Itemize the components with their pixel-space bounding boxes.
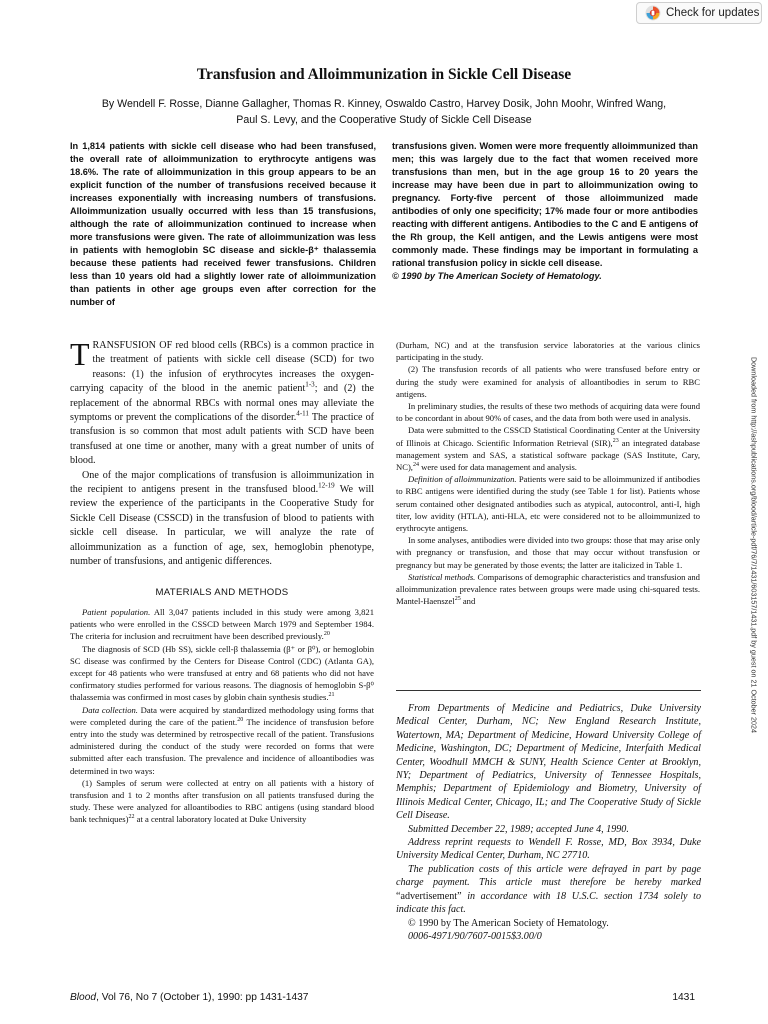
check-for-updates-button[interactable]: [636, 2, 762, 24]
page-number: 1431: [672, 992, 695, 1003]
body-column-left: [70, 336, 375, 826]
abstract-left: In 1,814 patients with sickle cell disease who had been transfused, the overall rate of alloimmunization to erythrocyte antigens was 18.6%. The rate of alloimmunization in this group appears to be an explicit function of the number of transfusions received because it increases exponentially with increasing numbers of transfusions. Alloimmunization usually occurred with less than 15 transfusions, although the rate of alloimmunization continued to increase when more transfusions were given. The rate of alloimmunization was less in patients with hemoglobin SC disease and sickle-β⁺ thalassemia because these patients had received fewer transfusions. Children less than 10 years old had a slightly lower rate of alloimmunization than patients in other age groups even after correction for the number of: [70, 141, 376, 307]
section-heading: MATERIALS AND METHODS: [155, 586, 289, 598]
download-watermark: [748, 330, 760, 760]
list-item: (1) Samples of serum were collected at entry on all patients with a history of transfusion and 1 to 2 months after transfusion on all patients transfused during the study. These were analyzed for alloantibodies to RBC antigens (using standard blood bank techniques)$^{22}$ at a central laboratory located at Duke University: [70, 777, 374, 825]
author-line-1: By Wendell F. Rosse, Dianne Gallagher, Thomas R. Kinney, Oswaldo Castro, Harvey Dosik, John Moohr, Winfred Wang,: [101, 98, 667, 110]
publication-costs: The publication costs of this article were defrayed in part by page charge payment. This article must therefore be hereby marked “advertisement” in accordance with 18 U.S.C. section 1734 solely to indicate this fact.: [396, 863, 701, 916]
definition-paragraph: Definition of alloimmunization. Patients were said to be alloimmunized if antibodies to RBC antigens were identified during the study (see Table 1 for list). Patients whose serum contained other designated antibodies such as atypical, autocontrol, anti-I, high titer, low avidity (HTLA), anti-HLA, etc were considered not to be alloimmunized to erythrocyte antigens.: [396, 474, 701, 534]
body-paragraph: In some analyses, antibodies were divided into two groups: those that may arise only with pregnancy or transfusion, and those that may occur without transfusion or pregnancy but may be generated by those events; the latter are italicized in Table 1.: [396, 535, 700, 570]
check-for-updates-label: Check for updates: [666, 7, 760, 19]
data-submission-paragraph: Data were submitted to the CSSCD Statistical Coordinating Center at the University of Illinois at Chicago. Scientific Information Retrieval (SIR),$^{23}$ an integrated database management system and SAS, a statistical software package (SAS Institute, Cary, NC),$^{24}$ were used for data management and analysis.: [396, 425, 700, 473]
abstract-right-text: transfusions given. Women were more frequently alloimmunized than men; this was largely due to the fact that women received more transfusions than men, but in the age group 16 to 20 years the increase may have been due in part to alloimmunization owing to pregnancy. Forty-five percent of those alloimmunized made antibodies of only one specificity; 17% made four or more antibodies reacting with different antigens. Antibodies to the C and E antigens of the Rh group, the Kell antigen, and the Lewis antigens were most commonly made. These findings may be important in formulating a rational transfusion policy in sickle cell disease.: [392, 141, 698, 268]
crossmark-icon: [645, 5, 661, 21]
patient-population-paragraph: Patient population. All 3,047 patients included in this study were among 3,821 patients who were enrolled in the CSSCD between March 1979 and September 1984. The criteria for inclusion and recruitment have been described previously.$^{20}$: [70, 606, 375, 642]
reprint-address: Address reprint requests to Wendell F. Rosse, MD, Box 3934, Duke University Medical Center, Durham, NC 27710.: [396, 837, 701, 862]
body-paragraph: One of the major complications of transfusion is alloimmunization in the recipient to antigens present in the transfused blood.$^{12-19}$ We will review the experience of the participants in the Cooperative Study for Sickle Cell Disease (CSSCD) in the transfusion of blood to patients with sickle cell disease. In particular, we will analyze the rate of alloimmunization as a function of age, sex, hemoglobin phenotype, number of transfusions, and antigenic differences.: [70, 469, 374, 568]
abstract-right: [392, 140, 698, 283]
data-collection-paragraph: Data collection. Data were acquired by standardized methodology using forms that were completed during the care of the patient.$^{20}$ The incidence of transfusion before entry into the study was determined by retrospective recall of the patient. Transfusions administered during the conduct of the study were recorded on forms that were submitted after each transfusion. The prevalence and incidence of alloantibodies was determined in two ways:: [70, 704, 374, 776]
diagnosis-paragraph: The diagnosis of SCD (Hb SS), sickle cell-β thalassemia (β⁺ or β⁰), or hemoglobin SC disease was confirmed by the Centers for Disease Control (CDC) (Atlanta GA), except for 48 patients who were transfused at entry and 68 patients who did not have confirmatory studies performed for various reasons. The diagnosis of hemoglobin S-β⁰ thalassemia was confirmed in most cases by globin chain synthesis studies.$^{21}$: [70, 643, 374, 703]
methods-text: [70, 606, 374, 826]
body-column-right: [396, 339, 700, 607]
statistical-methods-paragraph: Statistical methods. Comparisons of demographic characteristics and transfusion and alloimmunization prevalence rates between groups were made using chi-squared tests. Mantel-Haenszel$^{25}$ and: [396, 571, 700, 607]
issn-code: 0006-4971/90/7607-0015$3.00/0: [408, 930, 542, 942]
body-paragraph: In preliminary studies, the results of these two methods of acquiring data were found to be concordant in about 90% of cases, and the data from both were used in analysis.: [396, 401, 700, 424]
list-item: (2) The transfusion records of all patients who were transfused before entry or during the study were examined for analysis of alloantibodies in serum to RBC antigens.: [396, 364, 700, 399]
affiliations-footnote: [396, 702, 701, 943]
abstract-copyright: © 1990 by The American Society of Hematology.: [392, 271, 602, 281]
download-watermark-text: Downloaded from http://ashpublications.org/blood/article-pdf/76/7/1431/603157/1431.pdf by guest on 21 October 2024: [749, 356, 759, 734]
footnote-divider: [396, 690, 701, 691]
drop-cap: T: [70, 336, 90, 372]
affiliation-text: From Departments of Medicine and Pediatrics, Duke University Medical Center, Durham, NC; New England Research Institute, Watertown, MA; Department of Medicine, Howard University College of Medicine, Washington, DC; Department of Medicine, Interfaith Medical Center, Woodhull MMCH & SUNY, Health Science Center at Brooklyn, NY; Department of Pediatrics, University of Tennessee Hospitals, Memphis; Department of Epidemiology and Biometry, University of Illinois Medical Center, Chicago, IL; and The Cooperative Study of Sickle Cell Disease.: [396, 703, 701, 822]
continued-paragraph: (Durham, NC) and at the transfusion service laboratories at the various clinics participating in the study.: [396, 340, 700, 363]
journal-citation: Blood, Vol 76, No 7 (October 1), 1990: pp 1431-1437: [70, 992, 309, 1003]
author-list: [40, 96, 728, 128]
submission-dates: Submitted December 22, 1989; accepted June 4, 1990.: [408, 823, 629, 835]
article-title: Transfusion and Alloimmunization in Sickle Cell Disease: [196, 66, 572, 83]
intro-paragraph: TRANSFUSION OF red blood cells (RBCs) is a common practice in the treatment of patients with sickle cell disease (SCD) for two reasons: (1) the infusion of erythrocytes increases the oxygen-carrying capacity of the blood in the anemic patient$^{1-3}$; and (2) the replacement of the abnormal RBCs with normal ones may alleviate the symptoms or prevent the complications of the disorder.$^{4-11}$ The practice of transfusion is so common that most adult patients with SCD have been transfused at one time or another, many with a great number of units of blood.: [70, 336, 374, 467]
footnote-copyright: © 1990 by The American Society of Hematology.: [408, 917, 609, 929]
author-line-2: Paul S. Levy, and the Cooperative Study of Sickle Cell Disease: [236, 114, 532, 126]
